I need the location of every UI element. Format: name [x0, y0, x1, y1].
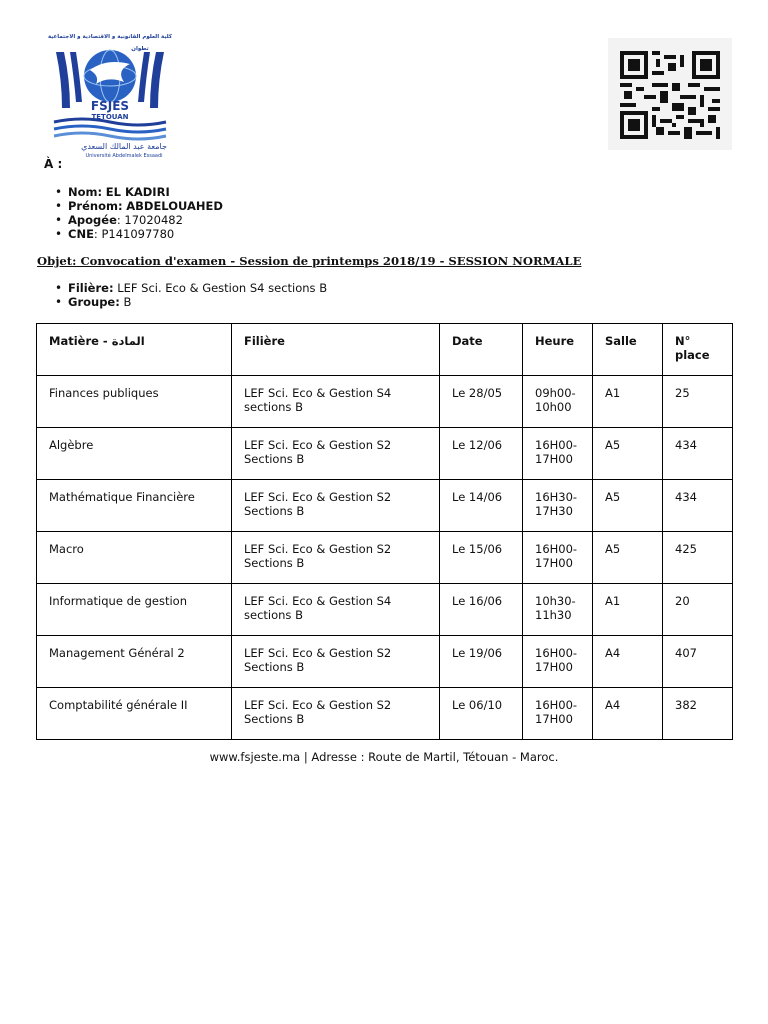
cell-heure: 16H00-17H00: [523, 688, 593, 740]
addressee-label: À :: [44, 157, 63, 171]
header-salle: Salle: [593, 324, 663, 376]
cell-place: 25: [663, 376, 733, 428]
header-matiere: Matière - المادة: [37, 324, 232, 376]
student-info-list: [68, 185, 223, 241]
svg-text:جامعة عبد المالك السعدي: جامعة عبد المالك السعدي: [81, 142, 167, 151]
header-place: N° place: [663, 324, 733, 376]
cell-place: 434: [663, 480, 733, 532]
svg-text:Université Abdelmalek Essaadi: Université Abdelmalek Essaadi: [85, 153, 163, 159]
cell-matiere: Mathématique Financière: [37, 480, 232, 532]
cell-heure: 16H00-17H00: [523, 636, 593, 688]
table-row: [37, 376, 733, 428]
cell-date: Le 28/05: [440, 376, 523, 428]
cell-salle: A4: [593, 636, 663, 688]
table-header-row: [37, 324, 733, 376]
cell-place: 407: [663, 636, 733, 688]
cell-matiere: Macro: [37, 532, 232, 584]
student-cne: • CNE: P141097780: [68, 227, 223, 241]
cell-heure: 16H00-17H00: [523, 532, 593, 584]
header-date: Date: [440, 324, 523, 376]
table-row: [37, 584, 733, 636]
cell-filiere: LEF Sci. Eco & Gestion S2 Sections B: [232, 480, 440, 532]
qr-code-pattern: [620, 50, 720, 140]
svg-text:كلية العلوم القانونية و الاقتص: كلية العلوم القانونية و الاقتصادية و الاجتماعية: [47, 34, 173, 40]
cell-filiere: LEF Sci. Eco & Gestion S2 Sections B: [232, 688, 440, 740]
qr-code: [608, 38, 732, 150]
cell-salle: A5: [593, 480, 663, 532]
program-info-list: [68, 281, 327, 309]
cell-filiere: LEF Sci. Eco & Gestion S2 Sections B: [232, 428, 440, 480]
program-groupe: • Groupe: B: [68, 295, 327, 309]
cell-matiere: Algèbre: [37, 428, 232, 480]
cell-date: Le 12/06: [440, 428, 523, 480]
header-heure: Heure: [523, 324, 593, 376]
fsjes-logo: [40, 30, 180, 160]
cell-date: Le 06/10: [440, 688, 523, 740]
program-filiere: • Filière: LEF Sci. Eco & Gestion S4 sections B: [68, 281, 327, 295]
cell-heure: 16H00-17H00: [523, 428, 593, 480]
exam-schedule-table: [36, 323, 733, 740]
table-row: [37, 636, 733, 688]
cell-place: 434: [663, 428, 733, 480]
cell-heure: 10h30-11h30: [523, 584, 593, 636]
table-row: [37, 688, 733, 740]
table-row: [37, 480, 733, 532]
cell-date: Le 15/06: [440, 532, 523, 584]
cell-filiere: LEF Sci. Eco & Gestion S2 Sections B: [232, 636, 440, 688]
cell-matiere: Management Général 2: [37, 636, 232, 688]
cell-salle: A1: [593, 584, 663, 636]
cell-heure: 09h00-10h00: [523, 376, 593, 428]
cell-place: 20: [663, 584, 733, 636]
svg-text:TETOUAN: TETOUAN: [91, 113, 129, 121]
header-filiere: Filière: [232, 324, 440, 376]
student-name: • Nom: EL KADIRI: [68, 185, 223, 199]
cell-matiere: Informatique de gestion: [37, 584, 232, 636]
cell-date: Le 16/06: [440, 584, 523, 636]
cell-matiere: Finances publiques: [37, 376, 232, 428]
table-row: [37, 428, 733, 480]
cell-heure: 16H30-17H30: [523, 480, 593, 532]
cell-place: 425: [663, 532, 733, 584]
cell-salle: A1: [593, 376, 663, 428]
cell-filiere: LEF Sci. Eco & Gestion S4 sections B: [232, 376, 440, 428]
student-firstname: • Prénom: ABDELOUAHED: [68, 199, 223, 213]
table-row: [37, 532, 733, 584]
cell-matiere: Comptabilité générale II: [37, 688, 232, 740]
cell-salle: A5: [593, 428, 663, 480]
cell-date: Le 14/06: [440, 480, 523, 532]
cell-date: Le 19/06: [440, 636, 523, 688]
svg-text:FSJES: FSJES: [90, 99, 130, 113]
cell-place: 382: [663, 688, 733, 740]
footer-address: www.fsjeste.ma | Adresse : Route de Martil, Tétouan - Maroc.: [209, 750, 559, 764]
cell-filiere: LEF Sci. Eco & Gestion S4 sections B: [232, 584, 440, 636]
student-apogee: • Apogée: 17020482: [68, 213, 223, 227]
cell-filiere: LEF Sci. Eco & Gestion S2 Sections B: [232, 532, 440, 584]
cell-salle: A5: [593, 532, 663, 584]
svg-text:تطوان: تطوان: [131, 46, 149, 52]
letter-subject: Objet: Convocation d'examen - Session de printemps 2018/19 - SESSION NORMALE: [37, 254, 582, 268]
cell-salle: A4: [593, 688, 663, 740]
